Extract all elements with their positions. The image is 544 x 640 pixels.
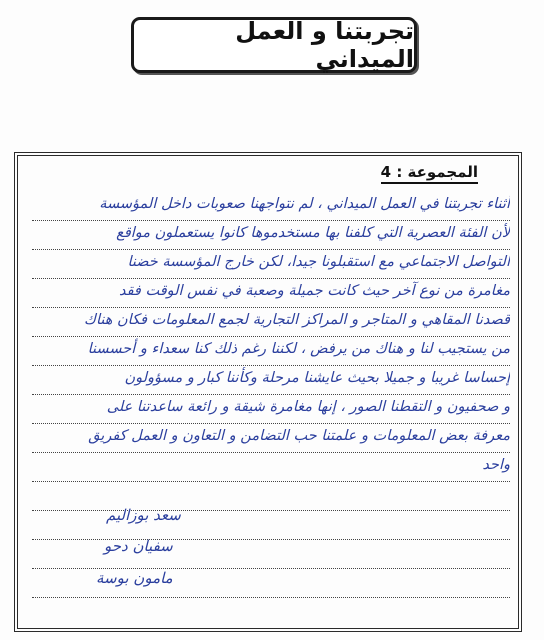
body-line: التواصل الاجتماعي مع استقبلونا جيدا، لكن خارج المؤسسة خضنا [32, 249, 510, 279]
body-line: مغامرة من نوع آخر حيث كانت جميلة وصعبة في نفس الوقت فقد [32, 278, 510, 308]
blank-line [32, 481, 510, 511]
body-line: و صحفيون و التقطنا الصور ، إنها مغامرة شيقة و رائعة ساعدتنا على [32, 394, 510, 424]
blank-line [32, 510, 510, 540]
signature-name: مامون بوسة [96, 569, 173, 587]
body-line: إحساسا غريبا و جميلا بحيث عايشنا مرحلة وكأننا كبار و مسؤولون [32, 365, 510, 395]
body-line: لأن الفئة العصرية التي كلفنا بها مستخدموها كانوا يستعملون مواقع [32, 220, 510, 250]
group-label: المجموعة : 4 [381, 163, 478, 184]
signature-name: سفيان دحو [104, 537, 173, 555]
report-frame [14, 152, 522, 632]
title-box [131, 17, 417, 73]
body-line: واحد [32, 452, 510, 482]
body-line: معرفة بعض المعلومات و علمتنا حب التضامن و التعاون و العمل كفريق [32, 423, 510, 453]
ruled-lines [18, 156, 518, 628]
body-line: قصدنا المقاهي و المتاجر و المراكز التجارية لجمع المعلومات فكان هناك [32, 307, 510, 337]
signature-name: سعد بوزاليم [106, 506, 181, 524]
body-line: أثناء تجربتنا في العمل الميداني ، لم نتواجهنا صعوبات داخل المؤسسة [32, 191, 510, 221]
page-title: تجربتنا و العمل الميداني [235, 17, 414, 73]
body-line: من يستجيب لنا و هناك من يرفض ، لكننا رغم ذلك كنا سعداء و أحسسنا [32, 336, 510, 366]
